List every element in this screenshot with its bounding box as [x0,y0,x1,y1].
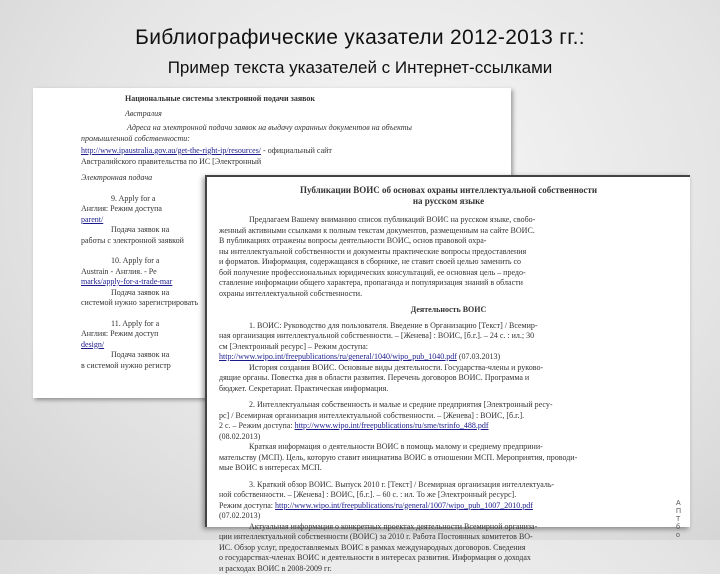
front-doc-entry-date: (08.02.2013) [219,432,678,443]
back-doc-item-desc: в системой нужно регистр [81,361,511,372]
front-doc-entry-link[interactable]: http://www.wipo.int/freepublications/ru/general/1007/wipo_pub_1007_2010.pdf [275,501,533,510]
back-doc-item: 9. Apply for a Англия: Режим доступа parent/ Подача заявок на работы с электронной заявкой [81,194,511,247]
front-doc-intro: Предлагаем Вашему вниманию список публикаций ВОИС на русском языке, свобо- женный активными ссылками к полным текстам документов, размещенным на сайте ВОИС. В публикациях отражены вопросы деятельности ВОИС, основ правовой охра- ны интеллектуальной собственности и документы практические вопросы предоставления и форматов. Информация, содержащаяся в сборнике, не ставит своей целью заменить со бой получение профессиональных юридических консультаций, ее основная цель – предо- ставление информации общего характера, пропаганда и популяризация знаний в области охраны интеллектуальной собственности. [219,215,678,299]
back-doc-item-line: Англия: Режим доступ [81,329,511,340]
back-doc-item-line: Англия: Режим доступа [81,204,511,215]
back-doc-link[interactable]: http://www.ipaustralia.gov.au/get-the-right-ip/resources/ [81,146,261,155]
front-doc-entry: 2. Интеллектуальная собственность и малые и средние предприятия [Электронный ресу- рс] / Всемирная организация интеллектуальной собственности. – [Женева] : ВОИС, [б.г.]. 2 с. – Режим доступа: http://www.wipo.int/freepublications/ru/sme/tsrinfo_488.pdf (08.02.2013) Краткая информация о деятельности ВОИС в помощь малому и среднему предприни- мательству (МСП). Цель, которую ставит инициатива ВОИС в отношении МСП. Мероприятия, проводи- мые ВОИС в интересах МСП. [219,400,678,474]
back-doc-item-link[interactable]: design/ [81,340,511,351]
front-doc-title: на русском языке [219,196,678,207]
back-doc-item-desc: Подача заявок на [81,288,511,299]
back-doc-item-desc: Подача заявок на [81,225,511,236]
back-doc-country: Австралия [125,109,511,120]
back-doc-intro-line: Адреса на электронной подачи заявок на выдачу охранных документов на объекты [81,123,511,134]
front-doc-entry: 3. Краткий обзор ВОИС. Выпуск 2010 г. [Текст] / Всемирная организация интеллектуаль- ной собственности. – [Женева] : ВОИС, [б.г.]. – 60 с. : ил. То же [Электронный ресурс]. Режим доступа: http://www.wipo.int/freepublications/ru/general/1007/wipo_pub_1007_2010.pdf (07.02.2013) Актуальная информация о конкретных проектах деятельности Всемирной организа- ции интеллектуальной собственности (ВОИС) за 2010 г. Работа Постоянных комитетов ВО- ИС. Обзор услуг, предоставляемых ВОИС в рамках международных договоров. Сведения о государствах-членах ВОИС и деятельности в интересах развития. Информация о доходах и расходах ВОИС в 2008-2009 гг. [219,480,678,574]
front-doc-entry-date: (07.02.2013) [219,511,678,522]
back-doc-item: 11. Apply for a Англия: Режим доступ design/ Подача заявок на в системой нужно регистр [81,319,511,372]
front-doc-entry-date: (07.03.2013) [459,352,500,361]
back-doc-item-desc: системой нужно зарегистрировать [81,298,511,309]
back-doc-item: 10. Apply for a Austrain - Англия. - Ре marks/apply-for-a-trade-mar Подача заявок на системой нужно зарегистрировать [81,256,511,309]
back-doc-gov-line: Австралийского правительства по ИС [Электронный [81,157,511,168]
back-doc-item-line: Austrain - Англия. - Ре [81,267,511,278]
back-doc-link-tail: - официальный сайт [263,146,332,155]
back-doc-section: Электронная подача [81,173,511,184]
back-doc-intro-line: промышленной собственности: [81,134,511,145]
front-doc-entry: 1. ВОИС: Руководство для пользователя. Введение в Организацию [Текст] / Всемир- ная организация интеллектуальной собственности. – [Женева] : ВОИС, [б.г.]. – 24 с. : ил.; 30 см [Электронный ресурс] – Режим доступа: http://www.wipo.int/freepublications/ru/general/1040/wipo_pub_1040.pdf (07.03.2013) История создания ВОИС. Основные виды деятельности. Государства-члены и руково- дящие органы. Повестка дня в области развития. Перечень договоров ВОИС. Программа и бюджет. Секретариат. Практическая информация. [219,321,678,395]
back-doc-item-link[interactable]: marks/apply-for-a-trade-mar [81,277,511,288]
front-doc-entry-link[interactable]: http://www.wipo.int/freepublications/ru/sme/tsrinfo_488.pdf [295,421,489,430]
slide-title: Библиографические указатели 2012-2013 гг.: [0,26,720,50]
edge-glyphs: А П Т б о [676,500,681,540]
back-doc-item-link[interactable]: parent/ [81,215,511,226]
front-doc-title: Публикации ВОИС об основах охраны интеллектуальной собственности [219,185,678,196]
back-doc-item-desc: Подача заявок на [81,350,511,361]
front-doc-section-title: Деятельность ВОИС [219,305,678,316]
back-doc-item-desc: работы с электронной заявкой [81,236,511,247]
back-doc-heading: Национальные системы электронной подачи заявок [125,94,511,105]
slide-subtitle: Пример текста указателей с Интернет-ссылками [0,58,720,78]
front-doc-entry-link[interactable]: http://www.wipo.int/freepublications/ru/general/1040/wipo_pub_1040.pdf [219,352,457,361]
front-document-page [205,175,690,527]
